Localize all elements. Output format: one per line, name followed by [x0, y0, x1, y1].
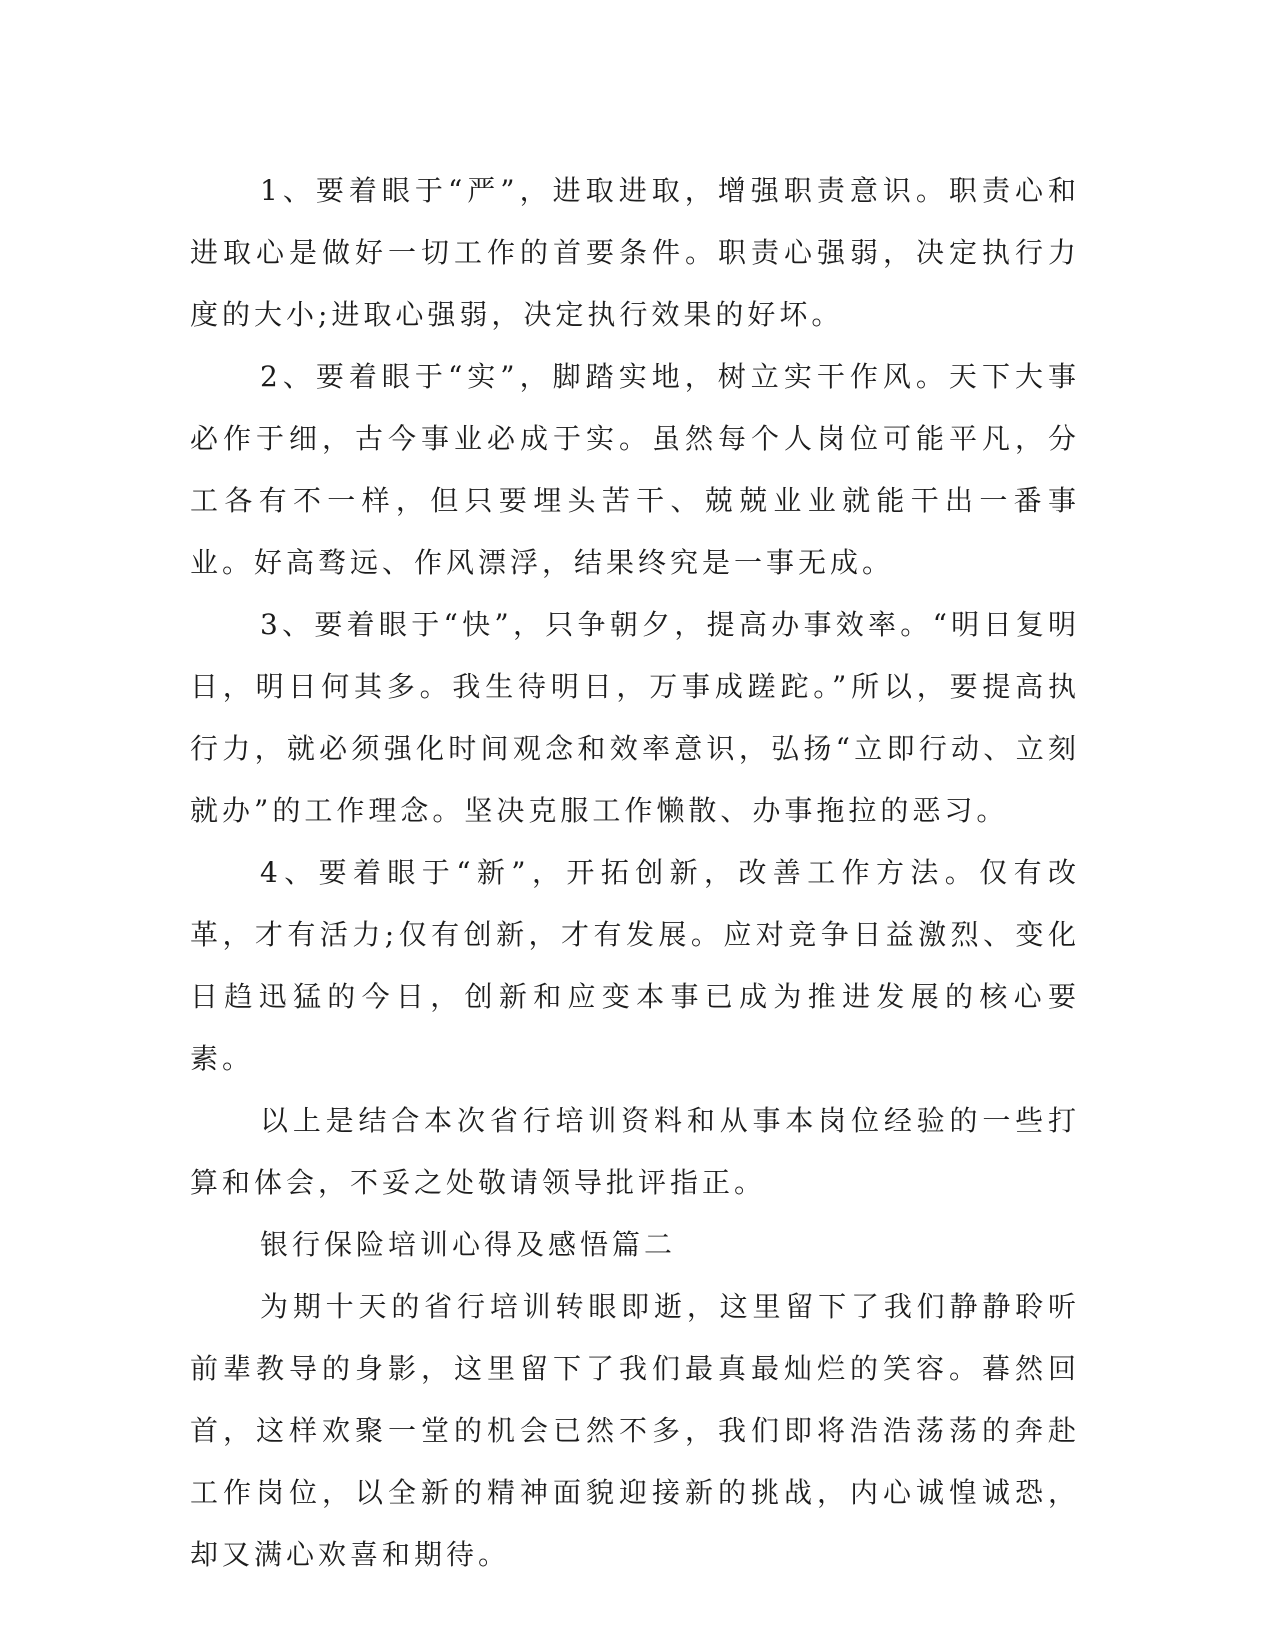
paragraph-intro-part-two: 为期十天的省行培训转眼即逝，这里留下了我们静静聆听前辈教导的身影，这里留下了我们最真最灿烂的笑容。暮然回首，这样欢聚一堂的机会已然不多，我们即将浩浩荡荡的奔赴工作岗位，以全新的精神面貌迎接新的挑战，内心诚惶诚恐，却又满心欢喜和期待。: [190, 1290, 1080, 1571]
paragraph-point-3: 3、要着眼于“快”，只争朝夕，提高办事效率。“明日复明日，明日何其多。我生待明日，万事成蹉跎。”所以，要提高执行力，就必须强化时间观念和效率意识，弘扬“立即行动、立刻就办”的工作理念。坚决克服工作懒散、办事拖拉的恶习。: [190, 608, 1080, 827]
document-body: [190, 160, 1080, 1586]
paragraph-point-1: 1、要着眼于“严”，进取进取，增强职责意识。职责心和进取心是做好一切工作的首要条件。职责心强弱，决定执行力度的大小;进取心强弱，决定执行效果的好坏。: [190, 174, 1080, 331]
section-heading: 银行保险培训心得及感悟篇二: [260, 1228, 677, 1261]
paragraph-point-2: 2、要着眼于“实”，脚踏实地，树立实干作风。天下大事必作于细，古今事业必成于实。虽然每个人岗位可能平凡，分工各有不一样，但只要埋头苦干、兢兢业业就能干出一番事业。好高骛远、作风漂浮，结果终究是一事无成。: [190, 360, 1080, 579]
paragraph-conclusion: 以上是结合本次省行培训资料和从事本岗位经验的一些打算和体会，不妥之处敬请领导批评指正。: [190, 1104, 1080, 1199]
paragraph-point-4: 4、要着眼于“新”，开拓创新，改善工作方法。仅有改革，才有活力;仅有创新，才有发展。应对竞争日益激烈、变化日趋迅猛的今日，创新和应变本事已成为推进发展的核心要素。: [190, 856, 1080, 1075]
